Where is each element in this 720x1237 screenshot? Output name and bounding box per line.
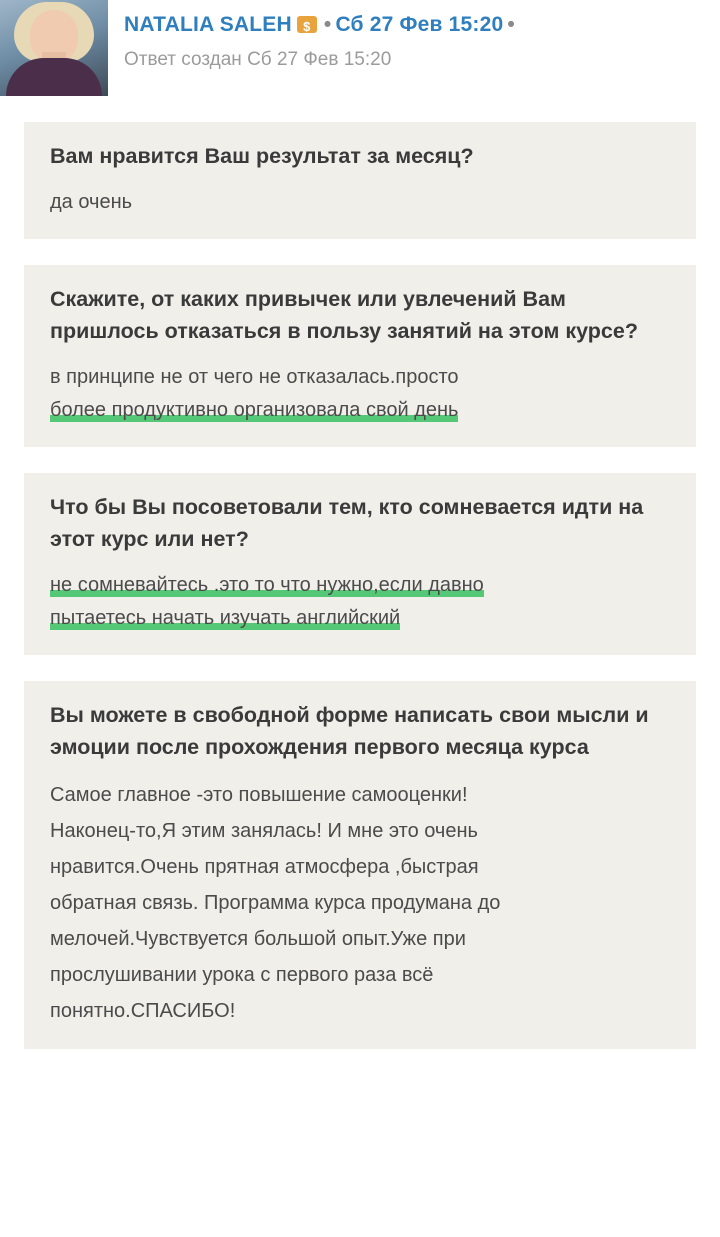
avatar-body: [6, 58, 102, 96]
spacer-2: [0, 239, 720, 265]
qa-block-4: [24, 681, 696, 1049]
money-badge-icon: [297, 16, 317, 33]
post-date: Сб 27 Фев 15:20: [335, 13, 504, 36]
answer-line-highlighted: не сомневайтесь .это то что нужно,если давно: [50, 574, 484, 596]
answer-line-highlighted: мелочей.Чувствуется большой опыт.Уже при: [50, 928, 466, 950]
question-text: Скажите, от каких привычек или увлечений Вам пришлось отказаться в пользу занятий на этом курсе?: [50, 287, 638, 343]
answer-line: в принципе не от чего не отказалась.просто: [50, 366, 459, 388]
answer-text: [50, 186, 670, 219]
qa-block-3: [24, 473, 696, 655]
question-text: Вы можете в свободной форме написать свои мысли и эмоции после прохождения первого месяца курса: [50, 703, 649, 759]
answer-line-highlighted: Наконец-то,Я этим занялась! И мне это очень: [50, 820, 478, 842]
qa-block-1: [24, 122, 696, 239]
answer-line-highlighted: обратная связь. Программа курса продумана до: [50, 892, 501, 914]
header-text: [108, 0, 720, 72]
user-name[interactable]: NATALIA SALEH: [124, 13, 292, 36]
answer-text: [50, 361, 670, 427]
answer-text: [50, 777, 670, 1029]
trailing-separator-dot: •: [507, 13, 515, 36]
answer-line-highlighted: нравится.Очень прятная атмосфера ,быстрая: [50, 856, 479, 878]
question-text: Что бы Вы посоветовали тем, кто сомневается идти на этот курс или нет?: [50, 495, 644, 551]
avatar: [0, 0, 108, 96]
question-text: Вам нравится Ваш результат за месяц?: [50, 144, 474, 168]
separator-dot: •: [323, 13, 332, 36]
answer-line-highlighted: Самое главное -это повышение самооценки!: [50, 784, 468, 806]
answer-line: понятно.СПАСИБО!: [50, 1000, 236, 1022]
answer-line: да очень: [50, 191, 133, 213]
spacer-1: [0, 96, 720, 122]
answer-line: прослушивании урока с первого раза всё: [50, 964, 434, 986]
spacer-4: [0, 655, 720, 681]
qa-block-2: [24, 265, 696, 447]
post-header: [0, 0, 720, 96]
name-line: [124, 12, 710, 38]
answer-text: [50, 569, 670, 635]
spacer-3: [0, 447, 720, 473]
answer-line-highlighted: более продуктивно организовала свой день: [50, 399, 459, 421]
answer-line-highlighted: пытаетесь начать изучать английский: [50, 607, 401, 629]
answer-created-subtitle: Ответ создан Сб 27 Фев 15:20: [124, 49, 392, 70]
